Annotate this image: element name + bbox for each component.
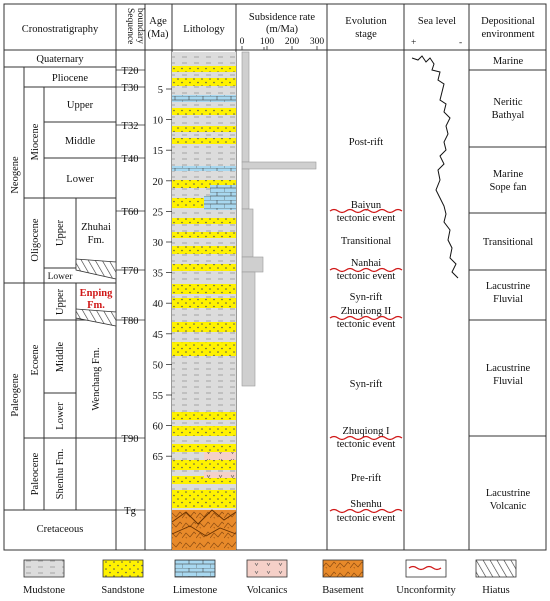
evo-nanhai-event: tectonic event (336, 271, 396, 282)
age-label-65: 65 (152, 452, 163, 464)
legend-swatch-mudstone (24, 560, 64, 577)
subsidence-tick-200: 200 (284, 37, 300, 47)
legend-swatch-limestone (175, 560, 215, 577)
chrono-oligocene: Oligocene (30, 218, 41, 262)
chrono-miocene-upper: Upper (66, 100, 94, 111)
chrono-miocene: Miocene (30, 123, 41, 161)
boundary-label-Tg: Tg (124, 506, 136, 517)
age-label-35: 35 (152, 268, 163, 280)
header-evolution-stage-2: stage (355, 29, 377, 40)
chrono-eocene-upper: Upper (55, 288, 66, 316)
age-label-45: 45 (152, 329, 163, 341)
lithology-column (172, 52, 236, 550)
age-label-5: 5 (157, 85, 163, 96)
chrono-paleogene: Paleogene (10, 373, 21, 417)
chrono-paleocene: Paleocene (30, 452, 41, 496)
chrono-miocene-lower: Lower (66, 174, 94, 185)
header-lithology: Lithology (183, 24, 225, 35)
env-marine-fan: Marine (492, 169, 524, 180)
legend-swatch-basement (323, 560, 363, 577)
evo-shenhu: Shenhu (350, 499, 382, 510)
subsidence-bar-post-rift (242, 52, 249, 162)
legend-basement: Basement (322, 585, 364, 596)
env-bathyal: Bathyal (491, 110, 525, 121)
chrono-oligocene-lower: Lower (47, 272, 73, 282)
subsidence-bars (242, 52, 316, 386)
hiatus-eocene (76, 309, 116, 326)
boundary-label-T90: T90 (121, 434, 139, 445)
evo-zhuqiong1: Zhuqiong I (342, 426, 390, 437)
chrono-enping: Enping (79, 288, 113, 299)
header-sequence-boundary: Sequence (125, 8, 135, 45)
hiatus-oligocene (76, 259, 116, 279)
age-label-60: 60 (152, 421, 163, 433)
chrono-eocene: Ecoene (30, 344, 41, 376)
boundary-label-T20: T20 (121, 66, 139, 77)
chrono-zhuhai-fm: Fm. (87, 235, 105, 246)
chrono-oligocene-upper: Upper (55, 219, 66, 247)
evo-nanhai: Nanhai (350, 258, 382, 269)
evo-syn-rift-2: Syn-rift (349, 379, 383, 390)
legend-swatch-volcanics (247, 560, 287, 577)
boundary-label-T60: T60 (121, 207, 139, 218)
legend-sandstone: Sandstone (101, 585, 145, 596)
age-axis (153, 85, 173, 463)
chrono-neogene: Neogene (10, 156, 21, 194)
legend-unconformity: Unconformity (396, 585, 456, 596)
evo-zhuqiong1-event: tectonic event (336, 439, 396, 450)
legend-volcanics: Volcanics (246, 585, 288, 596)
column-dividers (116, 4, 469, 550)
header-age: Age (149, 16, 167, 27)
boundary-label-T40: T40 (121, 154, 139, 165)
legend-swatch-hiatus (476, 560, 516, 577)
subsidence-bar-late-post-rift (242, 169, 249, 209)
chrono-shenhu: Shenhu Fm. (55, 448, 66, 500)
env-lacustrine-3: Lacustrine (485, 488, 531, 499)
subsidence-bar-nanhai (242, 257, 263, 272)
header-sequence-boundary-2: boundary (135, 8, 145, 44)
chrono-eocene-lower: Lower (55, 402, 66, 430)
figure-frame (4, 4, 546, 550)
age-label-40: 40 (152, 299, 163, 311)
legend (23, 560, 516, 596)
evo-syn-rift-1: Syn-rift (349, 292, 383, 303)
age-label-55: 55 (152, 391, 163, 402)
subsidence-tick-0: 0 (239, 37, 245, 47)
subsidence-tick-300: 300 (309, 37, 325, 47)
legend-hiatus: Hiatus (482, 585, 510, 596)
age-label-30: 30 (152, 238, 163, 249)
env-lacustrine-2: Lacustrine (485, 363, 531, 374)
env-fluvial-1: Fluvial (493, 294, 523, 305)
chrono-eocene-middle: Middle (55, 341, 66, 373)
subsidence-tick-100: 100 (259, 37, 275, 47)
evo-zhuqiong2: Zhuqiong II (340, 306, 392, 317)
evo-pre-rift: Pre-rift (350, 473, 382, 484)
chrono-quaternary: Quaternary (36, 54, 84, 65)
age-label-10: 10 (152, 115, 163, 127)
evo-shenhu-event: tectonic event (336, 513, 396, 524)
sea-level-plus: + (411, 38, 417, 48)
chrono-enping-fm: Fm. (87, 300, 105, 311)
evolution-stage (330, 137, 402, 524)
chrono-wenchang: Wenchang Fm. (91, 347, 102, 411)
sea-level-minus: - (459, 38, 463, 48)
subsidence-bar-peak (242, 162, 316, 169)
env-marine: Marine (492, 56, 524, 67)
header-evolution-stage: Evolution (345, 16, 387, 27)
boundary-label-T70: T70 (121, 266, 139, 277)
env-volcanic: Volcanic (489, 501, 527, 512)
chrono-cretaceous: Cretaceous (36, 524, 84, 535)
header-sea-level: Sea level (417, 16, 457, 27)
evo-transitional: Transitional (340, 236, 392, 247)
age-label-50: 50 (152, 360, 163, 372)
sea-level-curve (412, 56, 458, 278)
header-environment: environment (481, 29, 535, 40)
legend-limestone: Limestone (172, 585, 218, 596)
evo-zhuqiong2-event: tectonic event (336, 319, 396, 330)
legend-mudstone: Mudstone (23, 585, 65, 596)
sequence-boundaries (116, 66, 145, 517)
env-sope-fan: Sope fan (489, 182, 527, 193)
env-transitional: Transitional (482, 237, 534, 248)
subsidence-bar-transitional (242, 209, 253, 257)
env-fluvial-2: Fluvial (493, 376, 523, 387)
evo-baiyun: Baiyun (350, 200, 382, 211)
chrono-zhuhai: Zhuhai (81, 222, 111, 233)
chrono-miocene-middle: Middle (64, 136, 96, 147)
evo-baiyun-event: tectonic event (336, 213, 396, 224)
header-subsidence-unit: (m/Ma) (265, 24, 299, 35)
boundary-label-T80: T80 (121, 316, 139, 327)
legend-swatch-sandstone (103, 560, 143, 577)
age-label-20: 20 (152, 176, 163, 188)
env-lacustrine-1: Lacustrine (485, 281, 531, 292)
header-chronostratigraphy: Cronostratigraphy (21, 24, 99, 35)
header-subsidence-rate: Subsidence rate (248, 12, 316, 23)
subsidence-bar-syn-rift (242, 272, 255, 386)
age-label-25: 25 (152, 207, 163, 219)
subsidence-axis (242, 46, 317, 50)
boundary-label-T30: T30 (121, 83, 139, 94)
age-label-15: 15 (152, 146, 163, 158)
boundary-label-T32: T32 (121, 121, 139, 132)
evo-post-rift: Post-rift (348, 137, 384, 148)
chrono-pliocene: Pliocene (51, 73, 89, 84)
header-age-unit: (Ma) (147, 29, 169, 40)
env-neritic: Neritic (493, 97, 523, 108)
header-depositional: Depositional (481, 16, 535, 27)
